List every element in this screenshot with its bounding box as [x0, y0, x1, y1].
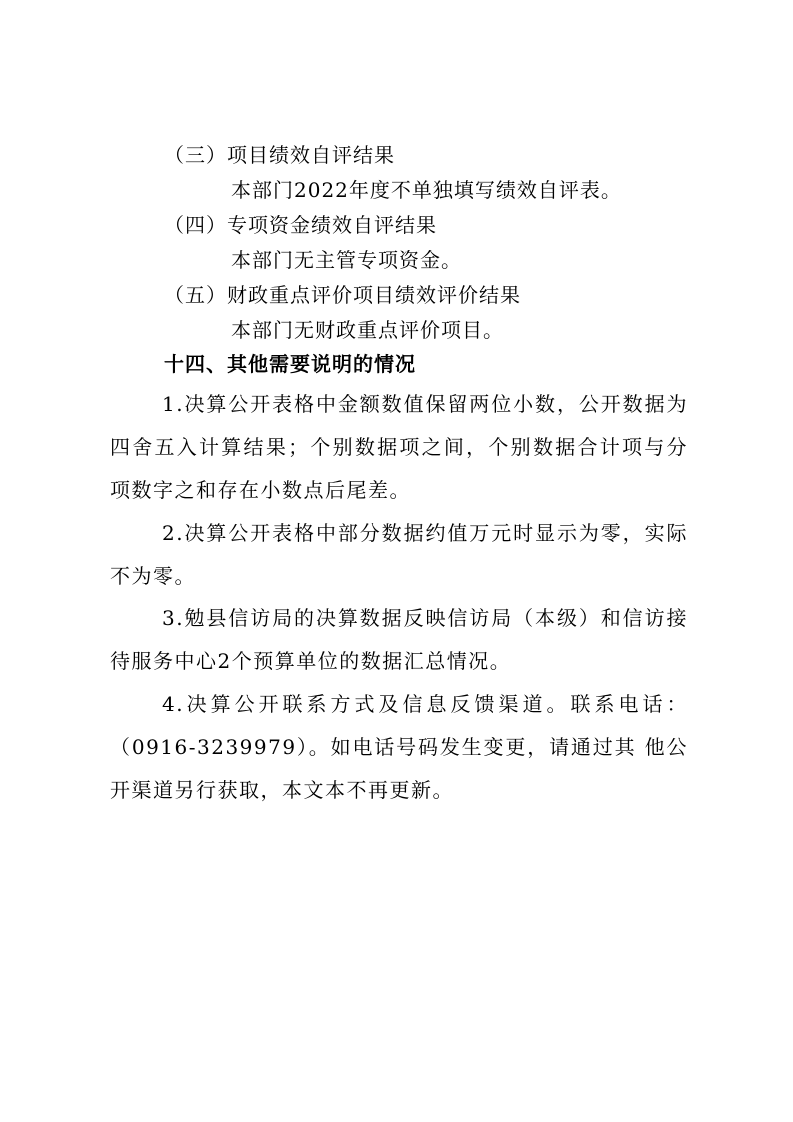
note-2: 2.决算公开表格中部分数据约值万元时显示为零，实际不为零。: [110, 521, 688, 588]
section-3-title: （三）项目绩效自评结果: [164, 143, 395, 167]
section-14-heading: 十四、其他需要说明的情况: [164, 352, 416, 376]
note-1: 1.决算公开表格中金额数值保留两位小数，公开数据为四舍五入计算结果；个别数据项之间，个别数据合计项与分项数字之和存在小数点后尾差。: [110, 392, 688, 502]
section-5-title: （五）财政重点评价项目绩效评价结果: [164, 283, 521, 307]
section-3-body: 本部门2022年度不单独填写绩效自评表。: [231, 178, 622, 202]
section-4-title: （四）专项资金绩效自评结果: [164, 213, 437, 237]
section-5-body: 本部门无财政重点评价项目。: [231, 318, 504, 342]
note-3: 3.勉县信访局的决算数据反映信访局（本级）和信访接待服务中心2个预算单位的数据汇总情况。: [110, 606, 688, 673]
note-4: 4.决算公开联系方式及信息反馈渠道。联系电话：（0916-3239979）。如电话号码发生变更，请通过其 他公开渠道另行获取，本文本不再更新。: [110, 692, 688, 802]
section-4-body: 本部门无主管专项资金。: [231, 248, 462, 272]
